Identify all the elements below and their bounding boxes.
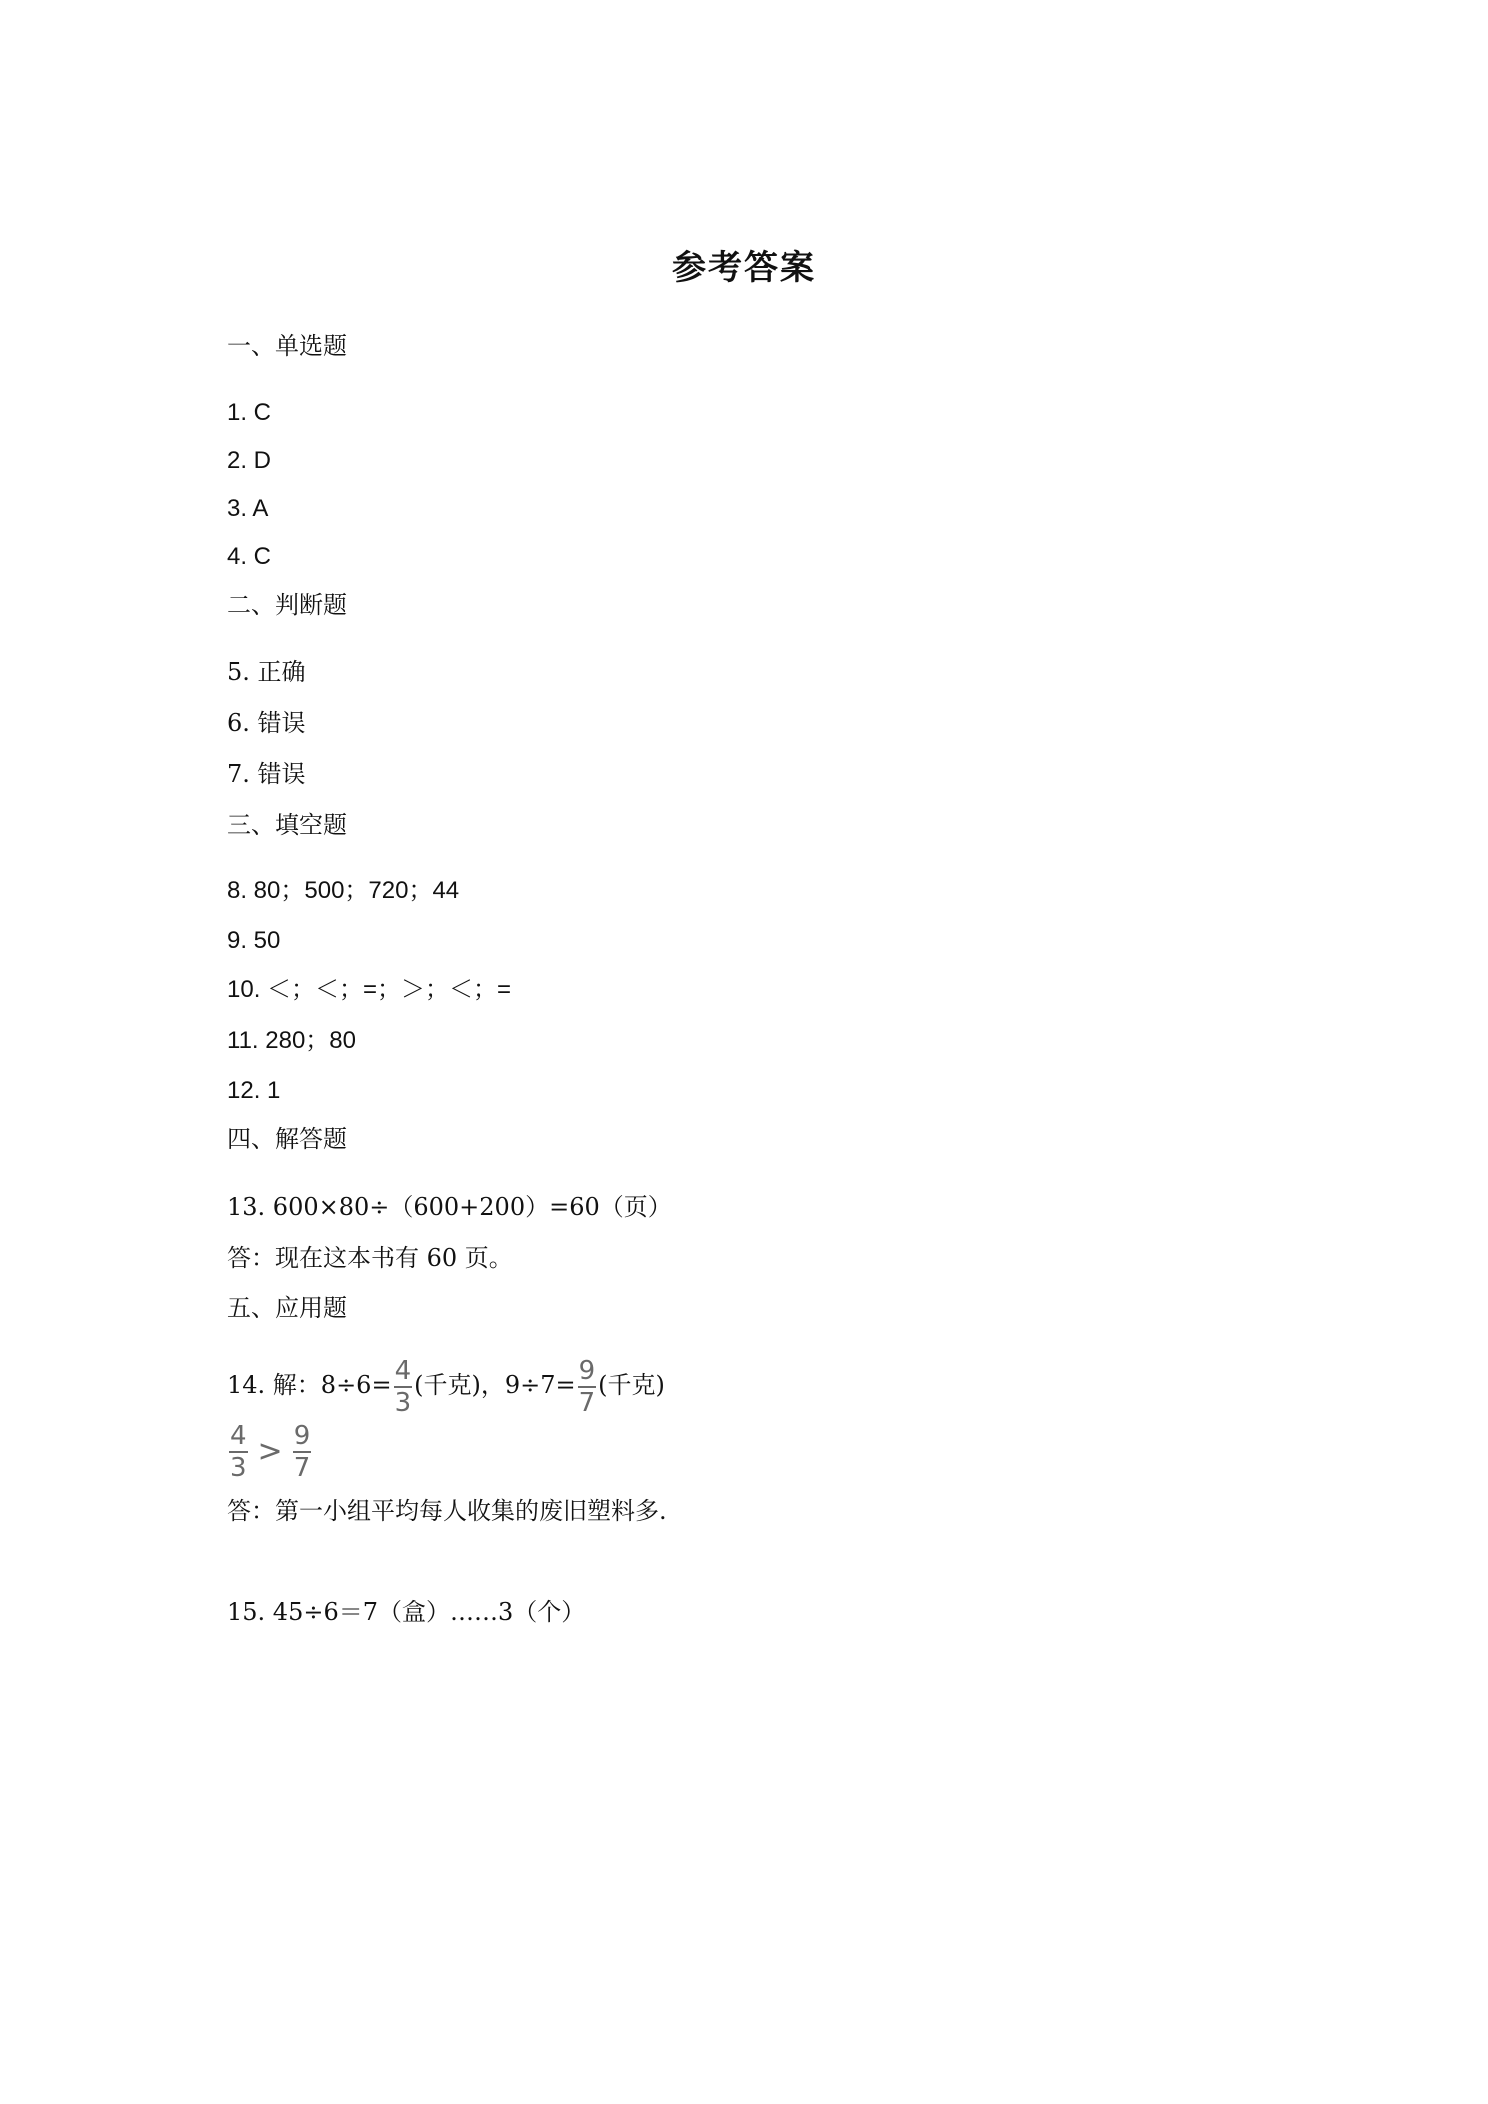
- fraction-numerator: 9: [293, 1420, 311, 1451]
- fraction-denominator: 3: [230, 1452, 247, 1483]
- answer-15: 15. 45÷6＝7（盒）……3（个）: [227, 1598, 586, 1626]
- answer-13-expression: 13. 600×80÷（600+200）=60（页）: [227, 1193, 672, 1221]
- fraction-four-thirds: [229, 1420, 248, 1483]
- fraction-four-thirds: [394, 1355, 413, 1418]
- section-heading-true-false: 二、判断题: [227, 591, 347, 619]
- fraction-denominator: 3: [394, 1387, 412, 1418]
- answer-8: 8. 80；500；720；44: [227, 877, 460, 904]
- answer-7: 7. 错误: [227, 760, 306, 788]
- answer-13-conclusion: 答：现在这本书有 60 页。: [227, 1244, 513, 1272]
- answer-3: 3. A: [227, 495, 269, 522]
- answer-9: 9. 50: [227, 927, 281, 954]
- section-heading-application: 五、应用题: [227, 1294, 347, 1322]
- answer-14-comparison: [227, 1418, 313, 1484]
- page-title: 参考答案: [672, 248, 816, 288]
- section-heading-solution: 四、解答题: [227, 1125, 347, 1153]
- fraction-numerator: 4: [230, 1420, 247, 1451]
- answer-14-conclusion: 答：第一小组平均每人收集的废旧塑料多.: [227, 1497, 667, 1525]
- answer-14-unit-2: (千克): [598, 1371, 665, 1399]
- answer-11: 11. 280；80: [227, 1027, 356, 1054]
- answer-10: 10. ＜；＜；=；＞；＜；=: [227, 976, 512, 1003]
- section-heading-fill-blank: 三、填空题: [227, 811, 347, 839]
- fraction-denominator: 7: [293, 1452, 311, 1483]
- answer-6: 6. 错误: [227, 709, 306, 737]
- answer-12: 12. 1: [227, 1077, 281, 1104]
- fraction-numerator: 9: [578, 1355, 596, 1386]
- answer-5: 5. 正确: [227, 658, 306, 686]
- fraction-nine-sevenths: [293, 1420, 312, 1483]
- fraction-numerator: 4: [394, 1355, 412, 1386]
- section-heading-single-choice: 一、单选题: [227, 332, 347, 360]
- answer-1: 1. C: [227, 399, 272, 426]
- answer-4: 4. C: [227, 543, 272, 570]
- answer-14-calculation: [227, 1353, 665, 1417]
- answer-14-prefix: 14. 解：8÷6=: [227, 1371, 392, 1399]
- fraction-nine-sevenths: [578, 1355, 597, 1418]
- answer-14-unit-1: (千克)，9÷7=: [414, 1371, 576, 1399]
- greater-than-sign: >: [257, 1433, 283, 1469]
- fraction-denominator: 7: [578, 1387, 596, 1418]
- answer-2: 2. D: [227, 447, 272, 474]
